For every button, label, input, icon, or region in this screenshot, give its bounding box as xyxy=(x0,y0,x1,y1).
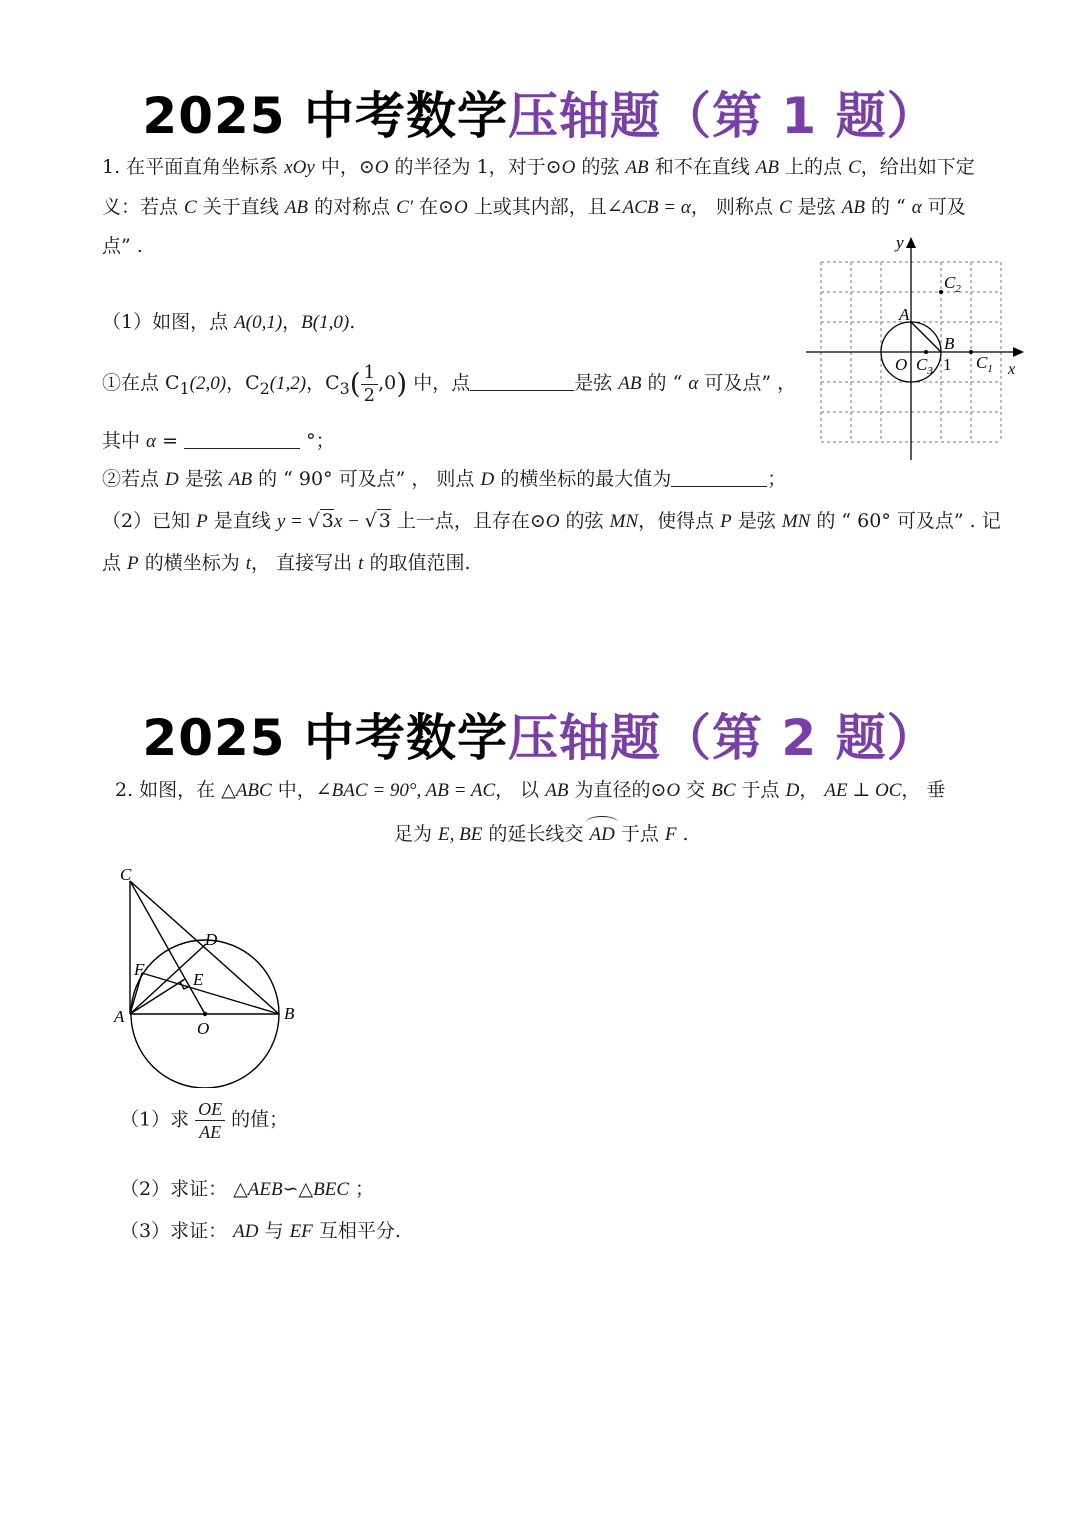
label-e: E xyxy=(193,970,204,989)
text: 点 xyxy=(102,552,128,574)
math: BC xyxy=(711,780,736,801)
problem2-title-purple: 压轴题（第 2 题） xyxy=(507,709,938,767)
math: α xyxy=(688,373,699,394)
label-c3-sub: 3 xyxy=(927,365,933,377)
text: （2）求证： xyxy=(120,1178,234,1200)
text: ； xyxy=(349,1178,375,1200)
text: 是弦 xyxy=(178,468,229,490)
problem2-title xyxy=(0,708,1080,768)
problem1-coordinate-figure xyxy=(800,232,1030,464)
label-o: O xyxy=(197,1019,210,1038)
subscript: 2 xyxy=(259,378,270,398)
text: 的值； xyxy=(225,1108,289,1131)
text: 中，点 xyxy=(407,372,471,394)
point-c1 xyxy=(969,350,973,354)
math: x − xyxy=(333,511,365,532)
text: ， 直接写出 xyxy=(251,552,359,574)
x-axis-label: x xyxy=(1008,361,1016,378)
problem2-q3 xyxy=(120,1218,401,1245)
text: 于点 xyxy=(614,823,665,845)
problem1-q1-part1: ①在点 $C_1(2,0)$，$C_2(1,2)$，$C_3$( $\frac{1}{2}$ ,0) 中，点 是弦 AB 的 “ α 可及点” ， xyxy=(102,361,797,406)
text: 为直径的⊙ xyxy=(568,779,667,801)
label-b: B xyxy=(944,334,955,353)
text: 可及点” ， xyxy=(698,372,797,394)
answer-blank-max-x[interactable] xyxy=(671,466,767,487)
label-c1 xyxy=(976,353,993,375)
denominator: AE xyxy=(199,1122,222,1142)
subscript: 1 xyxy=(179,378,190,398)
text: ①在点 C xyxy=(102,372,180,394)
math: O xyxy=(545,511,560,532)
math: O xyxy=(453,197,468,218)
subscript: 3 xyxy=(339,378,350,398)
math: F xyxy=(664,824,677,845)
math: P xyxy=(720,511,732,532)
text: （3）求证： xyxy=(120,1220,234,1242)
math: D xyxy=(165,469,179,490)
math: α xyxy=(911,197,922,218)
math: (1,2) xyxy=(269,373,307,394)
denominator: 2 xyxy=(363,384,376,406)
text: ， xyxy=(799,779,825,801)
math: xOy xyxy=(284,157,315,178)
math: D xyxy=(480,469,495,490)
math: O xyxy=(561,157,576,178)
math: AB xyxy=(284,197,309,218)
y-axis-label: y xyxy=(896,233,904,252)
problem2-stem-line2 xyxy=(394,821,689,848)
text: 的 “ 60° 可及点” . 记 xyxy=(810,510,1001,532)
text: . xyxy=(676,823,689,845)
answer-blank-points[interactable] xyxy=(470,370,574,391)
text: （2）已知 xyxy=(102,510,197,532)
problem1-title-black: 2025 中考数学 xyxy=(142,87,508,145)
text: 是弦 xyxy=(574,372,619,394)
label-c2-sub: 2 xyxy=(955,283,961,295)
math: AD xyxy=(233,1221,259,1242)
problem1-stem-line3: 点” . xyxy=(102,235,143,257)
text: 是弦 xyxy=(791,196,842,218)
math: AB xyxy=(545,780,569,801)
text: ，C xyxy=(226,372,260,394)
label-one: 1 xyxy=(943,355,952,374)
text: 是弦 xyxy=(731,510,782,532)
label-b: B xyxy=(284,1004,295,1023)
text: ，给出如下定 xyxy=(860,156,975,178)
math: E, BE xyxy=(438,824,483,845)
text: 是直线 xyxy=(207,510,277,532)
point-a: A(0,1) xyxy=(234,312,283,333)
math: AB xyxy=(755,157,779,178)
label-o: O xyxy=(895,355,908,374)
problem1-q1-part1-alpha xyxy=(102,428,335,455)
text: 的弦 xyxy=(559,510,610,532)
problem2-title-black: 2025 中考数学 xyxy=(142,709,508,767)
math: t xyxy=(358,553,364,574)
math: (2,0) xyxy=(189,373,227,394)
label-c1-sub: 1 xyxy=(987,363,993,375)
arc-ad: AD xyxy=(589,822,614,848)
text: 的 “ 90° 可及点” ， 则点 xyxy=(252,468,481,490)
math: D xyxy=(785,780,800,801)
text: 中，⊙ xyxy=(314,156,375,178)
point-c3 xyxy=(924,350,928,354)
math: C′ xyxy=(396,197,413,218)
text: ， 垂 xyxy=(901,779,946,801)
segment-co xyxy=(130,881,205,1014)
problem1-q1-part2 xyxy=(102,466,786,493)
text: ， xyxy=(282,311,302,333)
text: 的半径为 1，对于⊙ xyxy=(388,156,562,178)
problem1-q2-line1: （2）已知 P 是直线 y = √ 3x − √ 3 上一点，且存在⊙O 的弦 MN，使得点 P 是弦 MN 的 “ 60° 可及点” . 记 xyxy=(102,510,1001,532)
text: ， 以 xyxy=(495,779,546,801)
math: ∠BAC = 90°, AB = AC xyxy=(315,780,496,801)
label-a: A xyxy=(899,305,910,324)
math: O xyxy=(666,780,681,801)
math: α xyxy=(146,431,157,452)
text: 2. 如图，在 xyxy=(115,779,222,801)
x-axis-arrow xyxy=(1013,347,1024,357)
text: 上的点 xyxy=(778,156,849,178)
math: AB xyxy=(618,373,642,394)
math: △ABC xyxy=(221,780,272,801)
text: 交 xyxy=(680,779,712,801)
problem2-q2 xyxy=(120,1176,374,1203)
text: 的延长线交 xyxy=(482,823,590,845)
problem2-geometry-figure xyxy=(110,858,310,1088)
text: 的 “ xyxy=(641,372,689,394)
problem1-title-purple: 压轴题（第 1 题） xyxy=(507,87,938,145)
math: P xyxy=(196,511,208,532)
text: 义：若点 xyxy=(102,196,185,218)
text: ,0 xyxy=(378,372,397,394)
fraction-oe-ae xyxy=(195,1098,225,1143)
point-b: B(1,0) xyxy=(301,312,350,333)
math: P xyxy=(127,553,139,574)
problem1-stem-line1 xyxy=(102,154,975,181)
text: 关于直线 xyxy=(196,196,285,218)
math: C xyxy=(184,197,197,218)
math: MN xyxy=(609,511,639,532)
text: °； xyxy=(300,430,335,452)
math: O xyxy=(374,157,389,178)
math: △AEB∽△BEC xyxy=(233,1179,349,1200)
math: AB xyxy=(841,197,865,218)
label-a: A xyxy=(114,1007,125,1026)
y-axis-arrow xyxy=(906,237,916,248)
label-d: D xyxy=(205,930,218,949)
text: 和不在直线 xyxy=(648,156,756,178)
text: （1）求 xyxy=(120,1108,196,1131)
text: ； xyxy=(767,468,787,490)
math: AB xyxy=(228,469,253,490)
text: ， 则称点 xyxy=(690,196,779,218)
text: （1）如图，点 xyxy=(102,311,235,333)
text: 中， xyxy=(271,779,316,801)
point-o xyxy=(203,1012,207,1016)
text: 足为 xyxy=(394,823,439,845)
text: 1. 在平面直角坐标系 xyxy=(102,156,285,178)
text: = xyxy=(156,430,185,452)
numerator: 1 xyxy=(361,362,378,385)
label-c1-letter: C xyxy=(976,353,988,372)
label-c3-letter: C xyxy=(916,355,928,374)
text: 的 “ xyxy=(864,196,912,218)
text: ，C xyxy=(306,372,340,394)
text: 可及 xyxy=(921,196,966,218)
math: EF xyxy=(289,1221,313,1242)
text: 的横坐标为 xyxy=(138,552,246,574)
problem1-q1 xyxy=(102,309,355,336)
math: 3 xyxy=(321,510,334,532)
math: t xyxy=(245,553,252,574)
problem1-stem-line2 xyxy=(102,194,966,221)
text: . xyxy=(349,311,356,333)
answer-blank-alpha[interactable] xyxy=(184,428,300,449)
label-f: F xyxy=(134,960,145,979)
text: 的取值范围. xyxy=(363,552,471,574)
fraction-half xyxy=(361,362,378,407)
math: 3 xyxy=(378,510,391,532)
geometry-lines xyxy=(130,881,279,1088)
math: MN xyxy=(781,511,811,532)
text: 上或其内部，且 xyxy=(467,196,607,218)
math: AB xyxy=(625,157,649,178)
math: y = xyxy=(276,511,308,532)
text: ②若点 xyxy=(102,468,166,490)
label-c2 xyxy=(944,273,961,295)
text: ，使得点 xyxy=(638,510,721,532)
math: ∠ACB = α xyxy=(606,197,691,218)
text: 在⊙ xyxy=(412,196,454,218)
problem2-stem-line1 xyxy=(115,777,945,804)
math: C xyxy=(848,157,861,178)
problem2-q1 xyxy=(120,1098,288,1143)
label-c2-letter: C xyxy=(944,273,956,292)
text: 与 xyxy=(258,1220,290,1242)
problem1-q2-line2 xyxy=(102,550,471,577)
label-c3 xyxy=(916,355,933,377)
numerator: OE xyxy=(195,1098,225,1121)
math: C xyxy=(778,197,792,218)
text: 的对称点 xyxy=(308,196,397,218)
text: 上一点，且存在⊙ xyxy=(390,510,546,532)
text: 其中 xyxy=(102,430,147,452)
text: 的横坐标的最大值为 xyxy=(494,468,672,490)
text: 于点 xyxy=(735,779,786,801)
point-c2 xyxy=(939,290,943,294)
problem1-title xyxy=(0,86,1080,146)
text: 互相平分. xyxy=(312,1220,401,1242)
text: 的弦 xyxy=(575,156,626,178)
math: AE ⊥ OC xyxy=(824,780,902,801)
label-c: C xyxy=(120,865,132,884)
